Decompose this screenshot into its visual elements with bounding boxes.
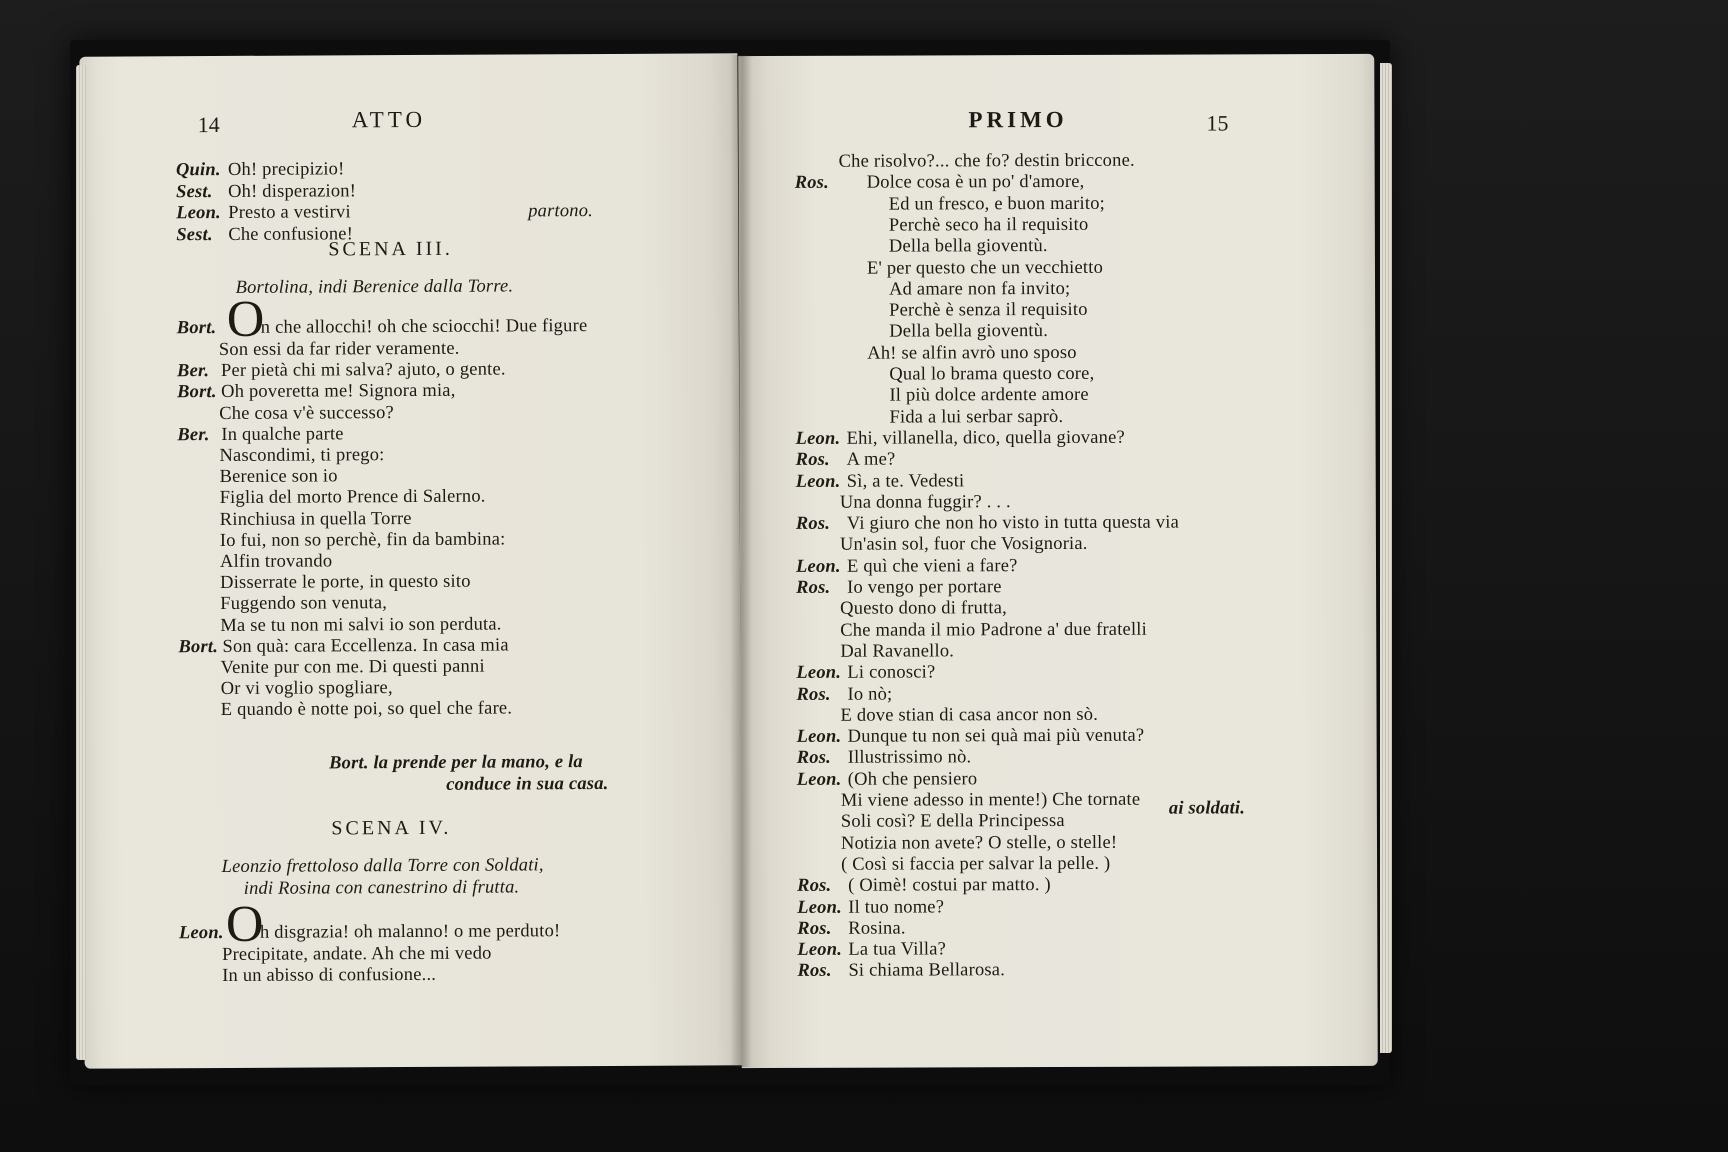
page-number: 14 <box>197 111 220 138</box>
speaker-label: Bort. <box>178 636 219 658</box>
scene-characters: Bortolina, indi Berenice dalla Torre. <box>235 276 514 298</box>
dialogue-line: E quando è notte poi, so quel che fare. <box>220 698 513 721</box>
stage-direction: Bort. la prende per la mano, e la <box>329 752 583 774</box>
dialogue-line: Perchè è senza il requisito <box>889 299 1088 321</box>
dialogue-line: Presto a vestirvi <box>228 202 351 223</box>
dialogue-line: Perchè seco ha il requisito <box>888 214 1089 236</box>
speaker-label: Leon. <box>176 202 221 224</box>
dialogue-line: Alfin trovando <box>219 551 333 572</box>
speaker-label: Leon. <box>797 939 843 961</box>
dialogue-line: Disserrate le porte, in questo sito <box>220 571 471 594</box>
page-edges-left <box>76 65 86 1060</box>
dialogue-line: Illustrissimo nò. <box>847 747 972 769</box>
dialogue-line: Ed un fresco, e buon marito; <box>888 193 1106 215</box>
dialogue-line: ( Così si faccia per salvar la pelle. ) <box>841 853 1111 875</box>
dialogue-line: Dal Ravanello. <box>840 641 955 662</box>
stage-direction: ai soldati. <box>1168 798 1246 819</box>
dialogue-line: Della bella gioventù. <box>888 236 1048 257</box>
speaker-label: Ber. <box>177 424 210 446</box>
open-book <box>82 55 1382 1067</box>
dialogue-line: (Oh che pensiero <box>847 768 978 790</box>
stage-direction: conduce in sua casa. <box>446 773 609 795</box>
dialogue-line: Della bella gioventù. <box>889 321 1049 342</box>
dialogue-line: Or vi voglio spogliare, <box>220 678 393 700</box>
dialogue-line: Figlia del morto Prence di Salerno. <box>219 486 486 509</box>
scene-characters: Leonzio frettoloso dalla Torre con Soldati, <box>221 855 544 877</box>
dialogue-line: Vi giuro che non ho visto in tutta questa via <box>846 512 1180 534</box>
speaker-label: Ros. <box>796 684 831 705</box>
dialogue-line: E' per questo che un vecchietto <box>866 257 1104 279</box>
speaker-label: Bort. <box>177 382 217 403</box>
speaker-label: Leon. <box>178 922 224 944</box>
dialogue-line: Berenice son io <box>219 466 338 488</box>
dialogue-line: Fida a lui serbar saprò. <box>889 406 1064 428</box>
dialogue-line: Nascondimi, ti prego: <box>219 445 385 467</box>
drop-cap: O <box>225 895 264 953</box>
dialogue-line: Ah! se alfin avrò uno sposo <box>867 342 1077 364</box>
speaker-label: Leon. <box>796 662 842 684</box>
dialogue-line: Son essi da far rider veramente. <box>218 338 460 361</box>
speaker-label: Ros. <box>796 577 831 598</box>
dialogue-line: Ma se tu non mi salvi io son perduta. <box>220 614 502 636</box>
left-page <box>79 53 742 1068</box>
scene-heading: SCENA III. <box>328 237 453 261</box>
speaker-label: Leon. <box>795 556 841 577</box>
book-gutter <box>730 55 752 1067</box>
right-page <box>738 54 1378 1068</box>
dialogue-line: Il tuo nome? <box>848 896 945 918</box>
dialogue-line: Si chiama Bellarosa. <box>848 960 1006 982</box>
speaker-label: Sest. <box>176 181 213 202</box>
speaker-label: Leon. <box>795 428 841 449</box>
speaker-label: Ros. <box>795 513 831 535</box>
dialogue-line: Soli così? E della Principessa <box>840 811 1065 833</box>
speaker-label: Ros. <box>797 875 832 897</box>
dialogue-line: La tua Villa? <box>848 939 947 960</box>
dialogue-line: ( Oimè! costui par matto. ) <box>848 875 1051 896</box>
dialogue-line: Precipitate, andate. Ah che mi vedo <box>222 943 492 965</box>
dialogue-line: Dunque tu non sei quà mai più venuta? <box>847 725 1145 747</box>
dialogue-line: Ad amare non fa invito; <box>889 278 1071 300</box>
dialogue-line: In un abisso di confusione... <box>222 964 437 986</box>
dialogue-line: Son quà: cara Eccellenza. In casa mia <box>222 635 509 657</box>
dialogue-line: Rinchiusa in quella Torre <box>219 508 412 530</box>
dialogue-line: Notizia non avete? O stelle, o stelle! <box>840 832 1118 854</box>
drop-cap: O <box>226 290 265 348</box>
dialogue-line: E quì che vieni a fare? <box>846 555 1018 577</box>
dialogue-line: Sì, a te. Vedesti <box>846 470 965 492</box>
speaker-label: Leon. <box>797 897 842 918</box>
dialogue-line: Dolce cosa è un po' d'amore, <box>866 172 1085 193</box>
scene-characters: indi Rosina con canestrino di frutta. <box>243 877 520 899</box>
dialogue-line: Io nò; <box>847 684 893 705</box>
page-number: 15 <box>1206 110 1229 136</box>
running-head: PRIMO <box>968 106 1068 133</box>
speaker-label: Ros. <box>797 961 832 982</box>
dialogue-line: Per pietà chi mi salva? ajuto, o gente. <box>220 359 506 382</box>
scene-heading: SCENA IV. <box>331 816 452 840</box>
dialogue-line: Fuggendo son venuta, <box>220 593 388 615</box>
speaker-label: Ros. <box>794 173 829 194</box>
dialogue-line: Mi viene adesso in mente!) Che tornate <box>840 789 1141 811</box>
speaker-label: Bort. <box>176 318 217 339</box>
speaker-label: Ber. <box>176 361 210 382</box>
dialogue-line: Io vengo per portare <box>847 577 1002 598</box>
dialogue-line: Che confusione! <box>228 223 354 245</box>
speaker-label: Leon. <box>796 769 842 790</box>
dialogue-line: Che cosa v'è successo? <box>219 402 394 424</box>
dialogue-line: A me? <box>846 449 896 470</box>
speaker-label: Leon. <box>796 726 842 748</box>
dialogue-line: Ehi, villanella, dico, quella giovane? <box>846 427 1125 449</box>
speaker-label: Ros. <box>797 918 832 939</box>
dialogue-line: E dove stian di casa ancor non sò. <box>840 704 1099 726</box>
dialogue-line: Oh! disperazion! <box>228 180 357 202</box>
running-head: ATTO <box>351 106 427 133</box>
dialogue-line: n che allocchi! oh che sciocchi! Due figure <box>260 316 588 338</box>
dialogue-line: Io fui, non so perchè, fin da bambina: <box>219 529 506 551</box>
dialogue-line: Questo dono di frutta, <box>840 598 1007 620</box>
speaker-label: Ros. <box>795 449 830 471</box>
dialogue-line: In qualche parte <box>221 424 344 445</box>
dialogue-line: Una donna fuggir? . . . <box>839 491 1011 513</box>
speaker-label: Quin. <box>175 159 221 181</box>
dialogue-line: Venite pur con me. Di questi panni <box>220 656 485 678</box>
dialogue-line: Oh poveretta me! Signora mia, <box>221 381 456 403</box>
speaker-label: Ros. <box>796 748 831 769</box>
dialogue-line: Qual lo brama questo core, <box>889 363 1095 385</box>
dialogue-line: Che manda il mio Padrone a' due fratelli <box>840 619 1148 641</box>
speaker-label: Sest. <box>176 224 213 245</box>
page-edges-right <box>1380 63 1392 1053</box>
dialogue-line: Un'asin sol, fuor che Vosignoria. <box>839 534 1088 556</box>
dialogue-line: Che risolvo?... che fo? destin briccone. <box>838 150 1135 172</box>
dialogue-line: Li conosci? <box>847 662 936 683</box>
speaker-label: Leon. <box>795 471 841 492</box>
dialogue-line: Oh! precipizio! <box>227 159 345 180</box>
dialogue-line: h disgrazia! oh malanno! o me perduto! <box>259 921 561 943</box>
dialogue-line: Il più dolce ardente amore <box>889 385 1089 406</box>
stage-direction: partono. <box>528 201 594 222</box>
dialogue-line: Rosina. <box>848 918 906 939</box>
